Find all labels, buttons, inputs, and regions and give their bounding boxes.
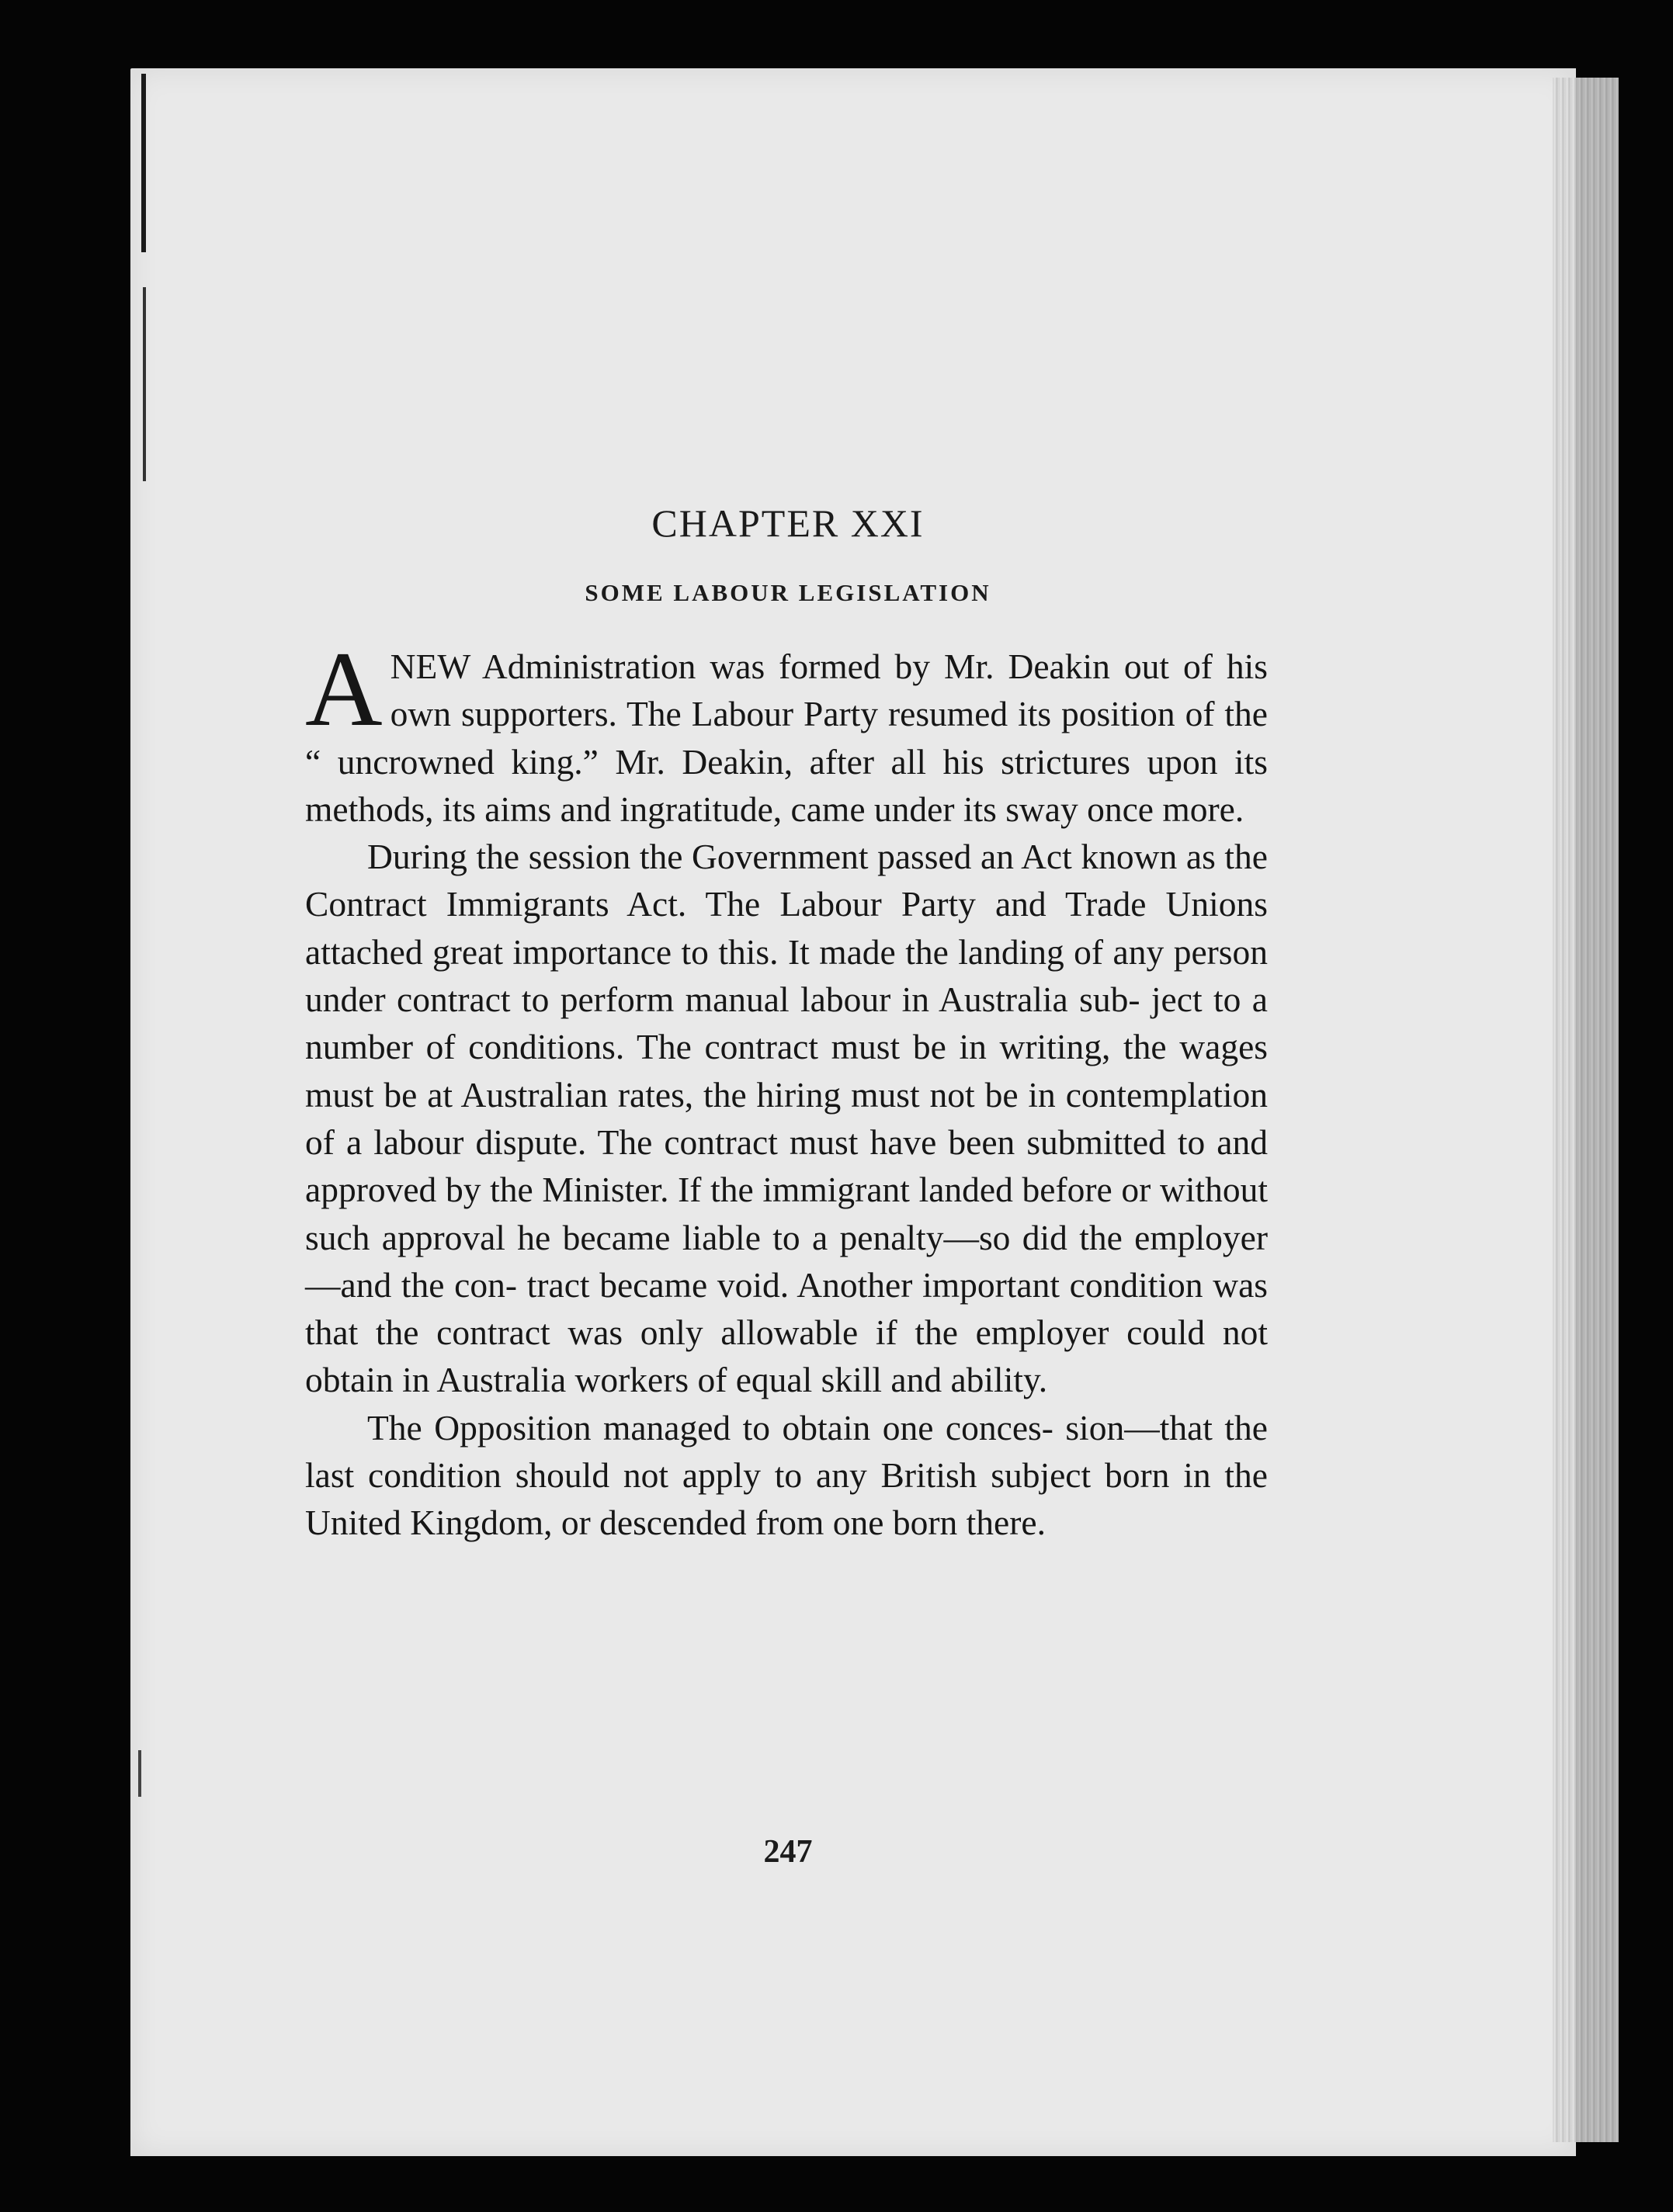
spine-mark [143, 287, 146, 481]
paragraph [305, 833, 1268, 1404]
page-edges [1553, 78, 1619, 2142]
chapter-subtitle: SOME LABOUR LEGISLATION [585, 579, 991, 606]
paragraph-text: The Opposition managed to obtain one conces- sion—that the last condition should not apply to any British subject born in the United Kingdom, or descended from one born there. [305, 1407, 1268, 1543]
paragraph-text: NEW Administration was formed by Mr. Deakin out of his own supporters. The Labour Party resumed its position of the “ uncrowned king.” Mr. Deakin, after all his strictures upon its methods, its aims and ingratitude, came under its sway once more. [305, 647, 1268, 829]
chapter-title: CHAPTER XXI [651, 501, 925, 545]
paragraph [305, 1404, 1268, 1547]
paragraph [305, 629, 1268, 833]
paragraph-text: During the session the Government passed an Act known as the Contract Immigrants Act. The Labour Party and Trade Unions attached great importance to this. It made the landing of any person under contract to perform manual labour in Australia sub- ject to a number of conditions. The contract must be in writing, the wages must be at Australian rates, the hiring must not be in contemplation of a labour dispute. The contract must have been submitted to and approved by the Minister. If the immigrant landed before or without such approval he became liable to a penalty—so did the employer—and the con- tract became void. Another important condition was that the contract was only allowable if the employer could not obtain in Australia workers of equal skill and ability. [305, 837, 1268, 1400]
spine-mark [138, 1750, 141, 1797]
chapter-body [305, 629, 1268, 1547]
drop-cap: A [305, 629, 383, 748]
spine-shadow [141, 74, 146, 252]
page-number: 247 [763, 1834, 813, 1870]
